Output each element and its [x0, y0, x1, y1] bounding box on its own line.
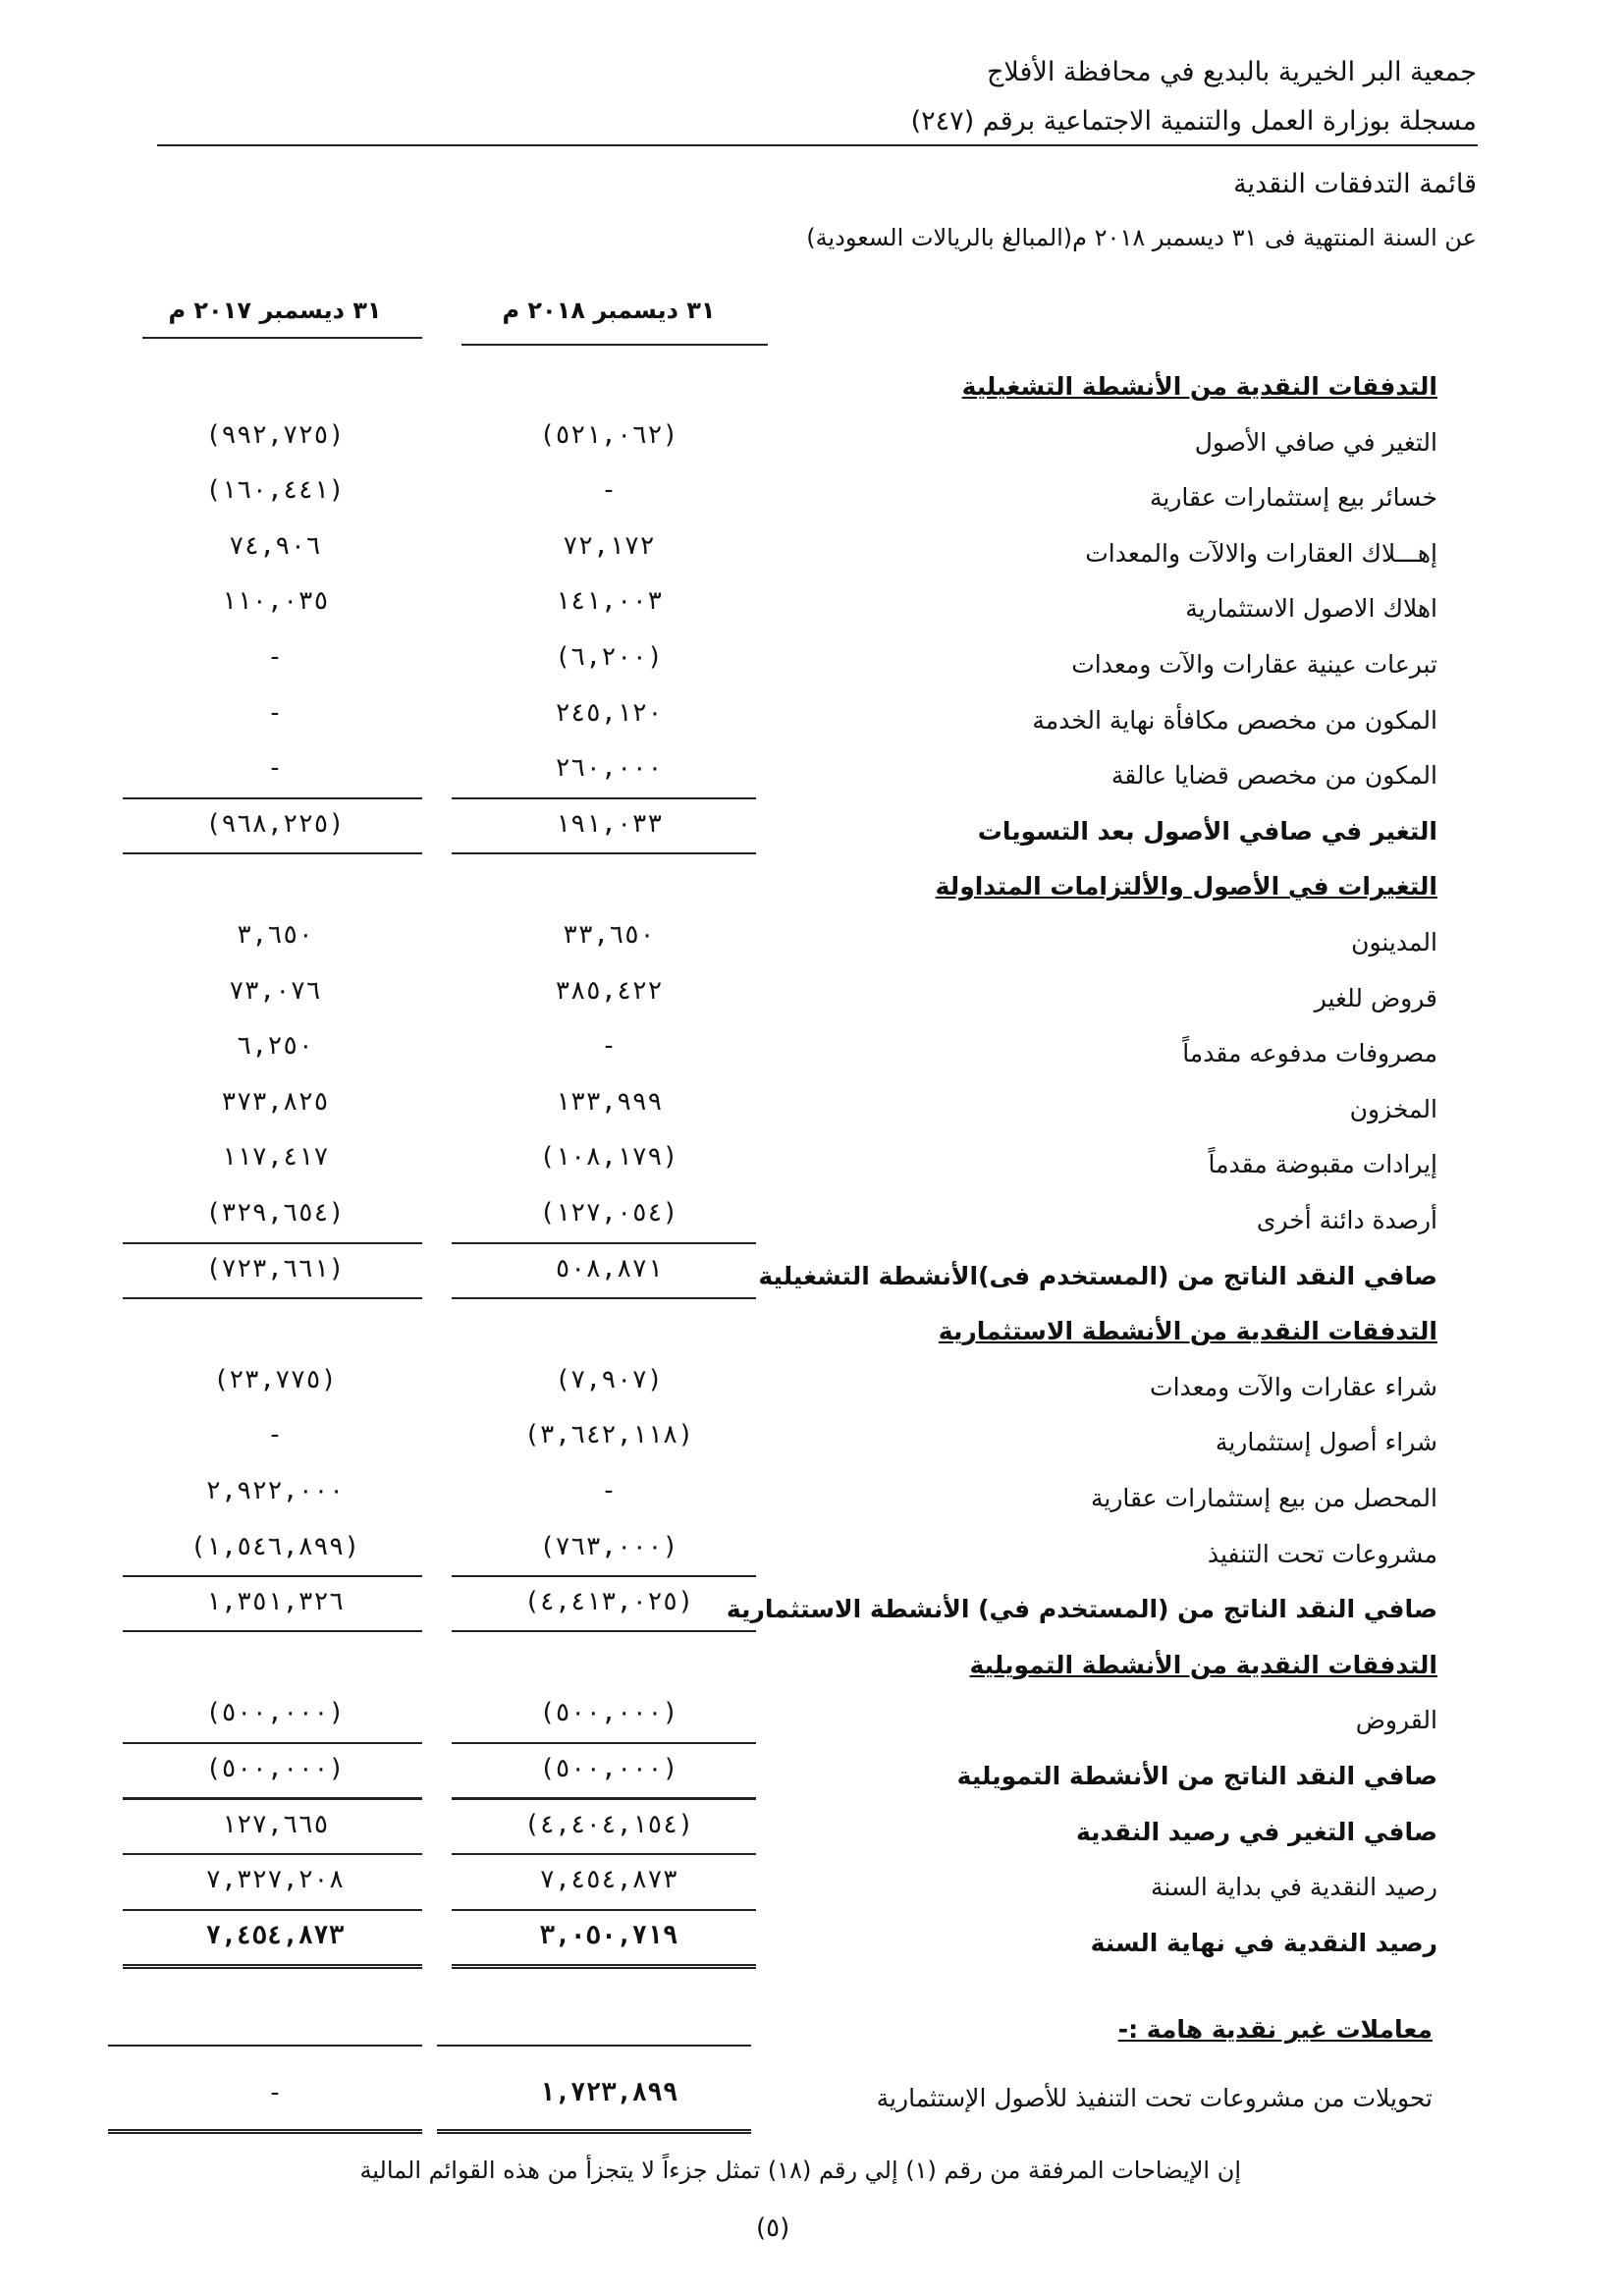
value-2017: - [267, 698, 283, 728]
line-item-label: إهـــلاك العقارات والالآت والمعدات [1085, 539, 1437, 568]
line-item-label: اهلاك الاصول الاستثمارية [1185, 594, 1437, 623]
value-2018: ١٩١,٠٣٣ [555, 809, 663, 839]
rule-below-2017 [123, 1964, 422, 1969]
statement-period: عن السنة المنتهية فى ٣١ ديسمبر ٢٠١٨ م(المبالغ بالريالات السعودية) [806, 224, 1477, 251]
value-2018: - [601, 1031, 617, 1061]
column-header-2018: ٣١ ديسمبر ٢٠١٨ م [502, 297, 716, 324]
rule-above-2017 [123, 797, 422, 799]
rule-above-2018 [452, 1909, 756, 1911]
line-item-label: أرصدة دائنة أخرى [1256, 1206, 1437, 1234]
value-2017: (٣٢٩,٦٥٤) [205, 1198, 345, 1228]
value-2017: (١,٥٤٦,٨٩٩) [189, 1532, 360, 1561]
value-2017: ٧,٣٢٧,٢٠٨ [205, 1865, 345, 1894]
column-header-2017: ٣١ ديسمبر ٢٠١٧ م [168, 297, 382, 324]
value-2018: (٥٠٠,٠٠٠) [539, 1698, 678, 1727]
line-item-label: مصروفات مدفوعه مقدماً [1182, 1039, 1437, 1067]
total-label: صافي النقد الناتج من الأنشطة التمويلية [956, 1762, 1437, 1790]
line-item-label: المكون من مخصص مكافأة نهاية الخدمة [1032, 706, 1437, 735]
rule-below-2018 [452, 1297, 756, 1299]
value-2018: ٧٢,١٧٢ [563, 531, 655, 561]
rule-above-2017 [123, 1575, 422, 1577]
rule-below-2017 [123, 852, 422, 854]
value-2017: - [267, 642, 283, 672]
line-item-label: التغير في صافي الأصول [1194, 428, 1437, 457]
line-item-label: تبرعات عينية عقارات والآت ومعدات [1071, 650, 1437, 679]
value-2017: (٢٣,٧٧٥) [213, 1365, 337, 1394]
value-2018: ٣,٠٥٠,٧١٩ [539, 1921, 678, 1950]
section-heading: التدفقات النقدية من الأنشطة التمويلية [969, 1651, 1437, 1679]
noncash-label: تحويلات من مشروعات تحت التنفيذ للأصول الإستثمارية [876, 2084, 1433, 2112]
line-item-label: شراء أصول إستثمارية [1215, 1428, 1437, 1456]
value-2017: (٥٠٠,٠٠٠) [205, 1698, 345, 1727]
value-2017: ٦,٢٥٠ [236, 1031, 314, 1061]
section-heading: التدفقات النقدية من الأنشطة التشغيلية [961, 372, 1437, 401]
rule-below-2017 [123, 1853, 422, 1855]
total-label: صافي التغير في رصيد النقدية [1075, 1818, 1437, 1846]
value-2018: (٤,٤٠٤,١٥٤) [523, 1810, 694, 1839]
noncash-2018-underline [437, 2129, 751, 2134]
value-2017: ٧,٤٥٤,٨٧٣ [205, 1921, 345, 1950]
rule-below-2017 [123, 1630, 422, 1632]
value-2017: - [267, 753, 283, 783]
line-item-label: إيرادات مقبوضة مقدماً [1208, 1150, 1437, 1178]
statement-title: قائمة التدفقات النقدية [1233, 169, 1477, 199]
rule-above-2018 [452, 1242, 756, 1244]
column-header-2017-underline [142, 337, 422, 339]
rule-above-2017 [123, 1798, 422, 1800]
noncash-value-2018: ١,٧٢٣,٨٩٩ [539, 2078, 678, 2107]
value-2017: ٢,٩٢٢,٠٠٠ [205, 1476, 345, 1505]
value-2017: ١١٧,٤١٧ [221, 1142, 329, 1172]
line-item-label: شراء عقارات والآت ومعدات [1150, 1373, 1437, 1401]
value-2018: ٢٦٠,٠٠٠ [555, 753, 663, 783]
value-2018: ١٤١,٠٠٣ [555, 586, 663, 616]
value-2017: (٧٢٣,٦٦١) [205, 1254, 345, 1284]
value-2017: - [267, 1420, 283, 1449]
line-item-label: قروض للغير [1314, 984, 1437, 1012]
section-heading: التدفقات النقدية من الأنشطة الاستثمارية [938, 1317, 1437, 1345]
column-header-2018-underline [461, 344, 768, 346]
rule-below-2018 [452, 852, 756, 854]
value-2017: ٣,٦٥٠ [236, 920, 314, 950]
rule-below-2017 [123, 1297, 422, 1299]
value-2018: (٦,٢٠٠) [555, 642, 663, 672]
value-2017: ٣٧٣,٨٢٥ [221, 1087, 329, 1117]
noncash-2018-topline [437, 2045, 751, 2047]
value-2017: ٧٣,٠٧٦ [229, 976, 321, 1006]
line-item-label: المدينون [1351, 928, 1437, 956]
value-2017: ١٢٧,٦٦٥ [221, 1810, 329, 1839]
rule-above-2018 [452, 797, 756, 799]
registration-line: مسجلة بوزارة العمل والتنمية الاجتماعية برقم (٢٤٧) [910, 106, 1477, 137]
rule-above-2017 [123, 1909, 422, 1911]
rule-above-2018 [452, 1742, 756, 1744]
value-2018: (٤,٤١٣,٠٢٥) [523, 1587, 694, 1616]
org-name: جمعية البر الخيرية بالبديع في محافظة الأفلاج [987, 57, 1477, 87]
footnote: إن الإيضاحات المرفقة من رقم (١) إلي رقم (١٨) تمثل جزءاً لا يتجزأ من هذه القوائم المالية [359, 2157, 1241, 2184]
value-2018: (١٢٧,٠٥٤) [539, 1198, 678, 1228]
rule-above-2018 [452, 1575, 756, 1577]
header-divider [157, 144, 1478, 146]
rule-above-2017 [123, 1742, 422, 1744]
rule-above-2018 [452, 1798, 756, 1800]
value-2017: ١,٣٥١,٣٢٦ [205, 1587, 345, 1616]
total-label: صافي النقد الناتج من (المستخدم فى)الأنشطة التشغيلية [758, 1262, 1437, 1290]
rule-below-2018 [452, 1853, 756, 1855]
value-2017: (٩٩٢,٧٢٥) [205, 420, 345, 450]
rule-below-2018 [452, 1964, 756, 1969]
noncash-2017-underline [108, 2129, 422, 2134]
value-2017: (٥٠٠,٠٠٠) [205, 1754, 345, 1783]
rule-above-2017 [123, 1242, 422, 1244]
line-item-label: المحصل من بيع إستثمارات عقارية [1090, 1484, 1437, 1512]
total-label: صافي النقد الناتج من (المستخدم في) الأنشطة الاستثمارية [726, 1595, 1437, 1623]
total-label: التغير في صافي الأصول بعد التسويات [977, 817, 1437, 846]
line-item-label: رصيد النقدية في بداية السنة [1151, 1873, 1437, 1901]
value-2018: (٥٢١,٠٦٢) [539, 420, 678, 450]
rule-below-2018 [452, 1630, 756, 1632]
line-item-label: مشروعات تحت التنفيذ [1207, 1540, 1437, 1568]
noncash-value-2017: - [267, 2078, 283, 2107]
value-2018: - [601, 1476, 617, 1505]
value-2017: ١١٠,٠٣٥ [221, 586, 329, 616]
line-item-label: المخزون [1349, 1095, 1437, 1123]
total-label: رصيد النقدية في نهاية السنة [1090, 1929, 1437, 1957]
value-2018: ٣٣,٦٥٠ [563, 920, 655, 950]
value-2018: ٣٨٥,٤٢٢ [555, 976, 663, 1006]
value-2018: ١٣٣,٩٩٩ [555, 1087, 663, 1117]
noncash-title: معاملات غير نقدية هامة :- [1117, 2015, 1433, 2044]
value-2018: (٣,٦٤٢,١١٨) [523, 1420, 694, 1449]
value-2018: (٧,٩٠٧) [555, 1365, 663, 1394]
value-2018: ٥٠٨,٨٧١ [555, 1254, 663, 1284]
page-number: (٥) [756, 2213, 790, 2243]
section-heading: التغيرات في الأصول والألتزامات المتداولة [935, 872, 1437, 901]
value-2018: (٥٠٠,٠٠٠) [539, 1754, 678, 1783]
line-item-label: المكون من مخصص قضايا عالقة [1110, 761, 1437, 790]
line-item-label: خسائر بيع إستثمارات عقارية [1150, 483, 1437, 512]
value-2018: (١٠٨,١٧٩) [539, 1142, 678, 1172]
value-2017: (٩٦٨,٢٢٥) [205, 809, 345, 839]
value-2017: (١٦٠,٤٤١) [205, 475, 345, 505]
value-2018: ٧,٤٥٤,٨٧٣ [539, 1865, 678, 1894]
value-2018: ٢٤٥,١٢٠ [555, 698, 663, 728]
line-item-label: القروض [1355, 1706, 1437, 1734]
value-2018: (٧٦٣,٠٠٠) [539, 1532, 678, 1561]
value-2017: ٧٤,٩٠٦ [229, 531, 321, 561]
value-2018: - [601, 475, 617, 505]
noncash-2017-topline [108, 2045, 422, 2047]
